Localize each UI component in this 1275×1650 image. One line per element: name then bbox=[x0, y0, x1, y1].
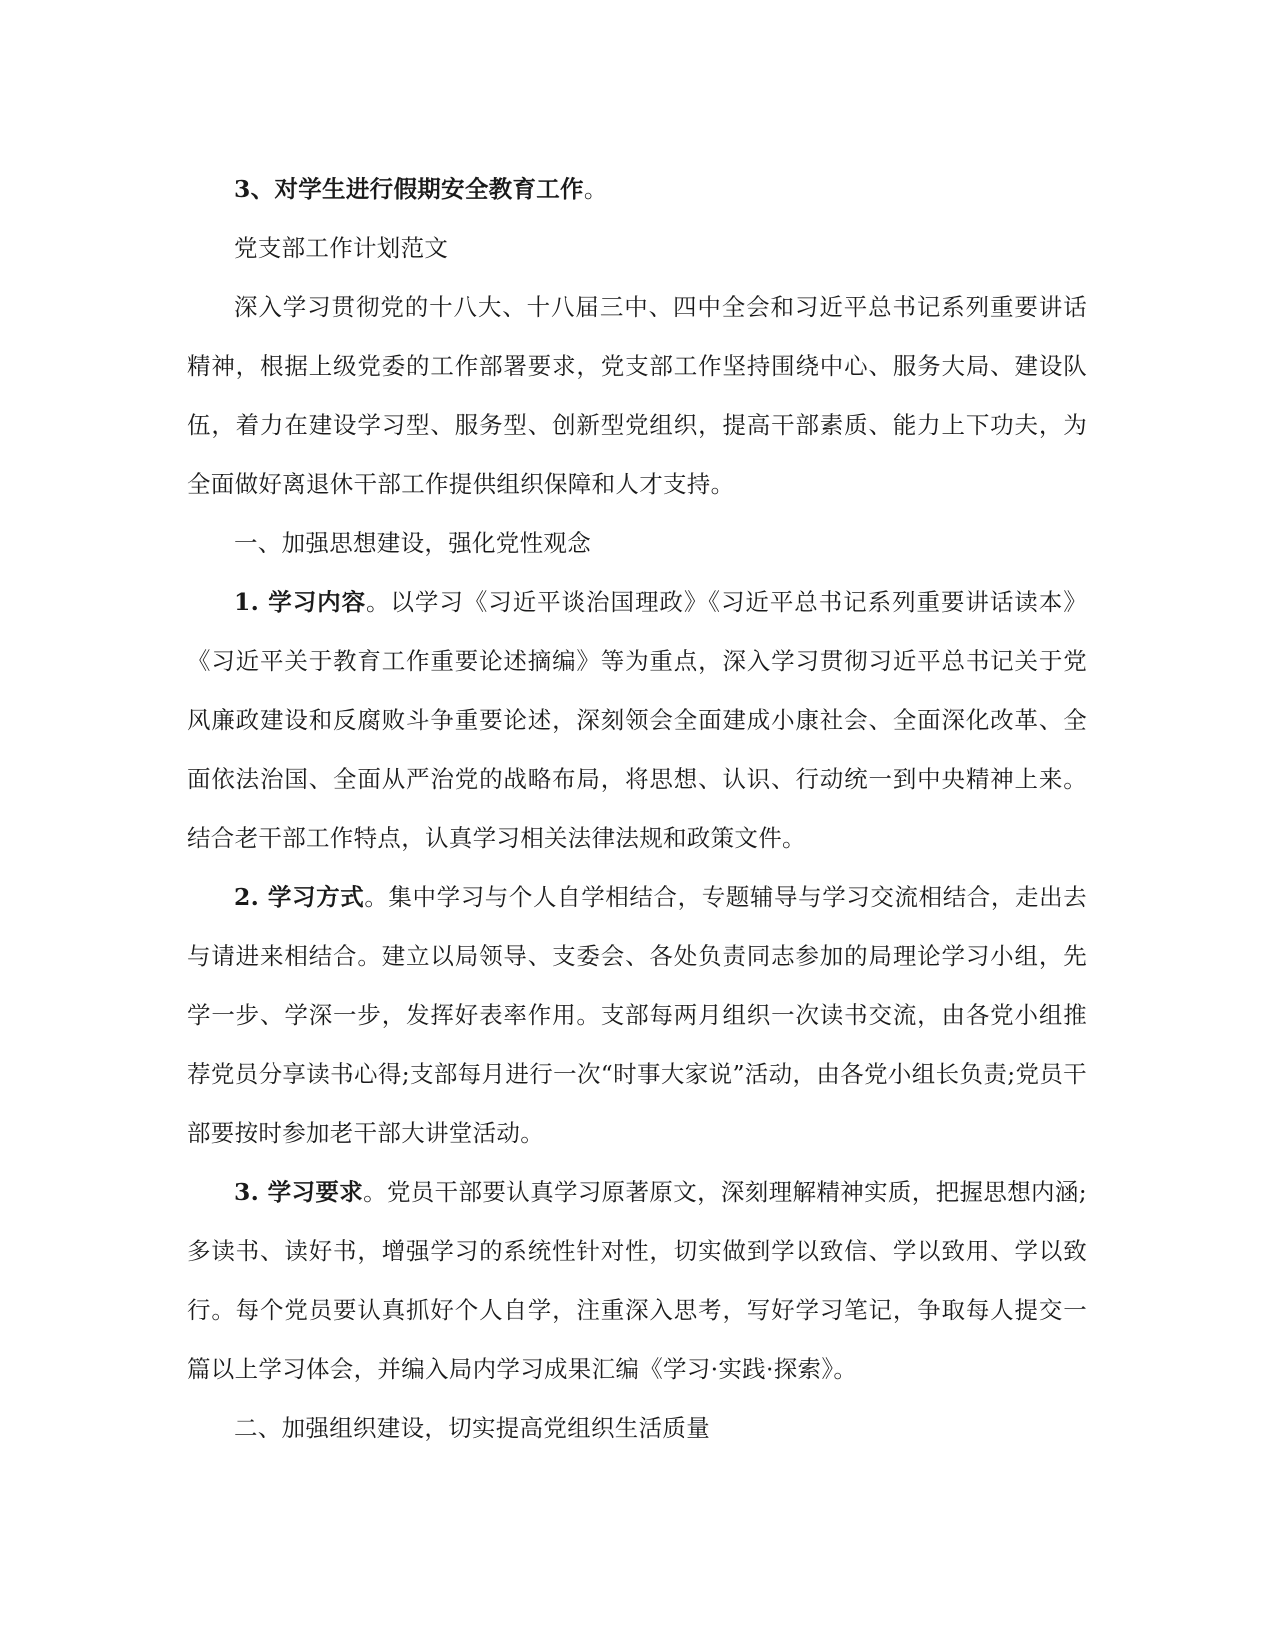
safety-education-heading: 3、对学生进行假期安全教育工作 bbox=[234, 175, 584, 203]
study-method-text: 。集中学习与个人自学相结合，专题辅导与学习交流相结合，走出去与请进来相结合。建立以局领导、支委会、各处负责同志参加的局理论学习小组，先学一步、学深一步，发挥好表率作用。支部每两月组织一次读书交流，由各党小组推荐党员分享读书心得;支部每月进行一次“时事大家说”活动，由各党小组长负责;党员干部要按时参加老干部大讲堂活动。 bbox=[187, 883, 1087, 1147]
section-heading-2: 二、加强组织建设，切实提高党组织生活质量 bbox=[234, 1414, 710, 1442]
paragraph-intro: 深入学习贯彻党的十八大、十八届三中、四中全会和习近平总书记系列重要讲话精神，根据上级党委的工作部署要求，党支部工作坚持围绕中心、服务大局、建设队伍，着力在建设学习型、服务型、创新型党组织，提高干部素质、能力上下功夫，为全面做好离退休干部工作提供组织保障和人才支持。 bbox=[187, 293, 1087, 498]
safety-education-period: 。 bbox=[583, 175, 608, 203]
study-content-label: 1. 学习内容 bbox=[234, 588, 367, 616]
document-body bbox=[187, 160, 1087, 1458]
study-requirement-label: 3. 学习要求 bbox=[234, 1178, 364, 1206]
document-title: 党支部工作计划范文 bbox=[234, 234, 449, 262]
paragraph-study-method bbox=[187, 868, 1087, 1163]
paragraph-study-requirement bbox=[187, 1163, 1087, 1399]
study-content-text: 。以学习《习近平谈治国理政》《习近平总书记系列重要讲话读本》《习近平关于教育工作重要论述摘编》等为重点，深入学习贯彻习近平总书记关于党风廉政建设和反腐败斗争重要论述，深刻领会全面建成小康社会、全面深化改革、全面依法治国、全面从严治党的战略布局，将思想、认识、行动统一到中央精神上来。结合老干部工作特点，认真学习相关法律法规和政策文件。 bbox=[187, 588, 1087, 852]
paragraph-safety-education bbox=[187, 160, 1087, 219]
study-method-label: 2. 学习方式 bbox=[234, 883, 365, 911]
section-heading-1: 一、加强思想建设，强化党性观念 bbox=[234, 529, 591, 557]
study-requirement-text: 。党员干部要认真学习原著原文，深刻理解精神实质，把握思想内涵;多读书、读好书，增强学习的系统性针对性，切实做到学以致信、学以致用、学以致行。每个党员要认真抓好个人自学，注重深入思考，写好学习笔记，争取每人提交一篇以上学习体会，并编入局内学习成果汇编《学习·实践·探索》。 bbox=[187, 1178, 1087, 1383]
paragraph-study-content bbox=[187, 573, 1087, 868]
